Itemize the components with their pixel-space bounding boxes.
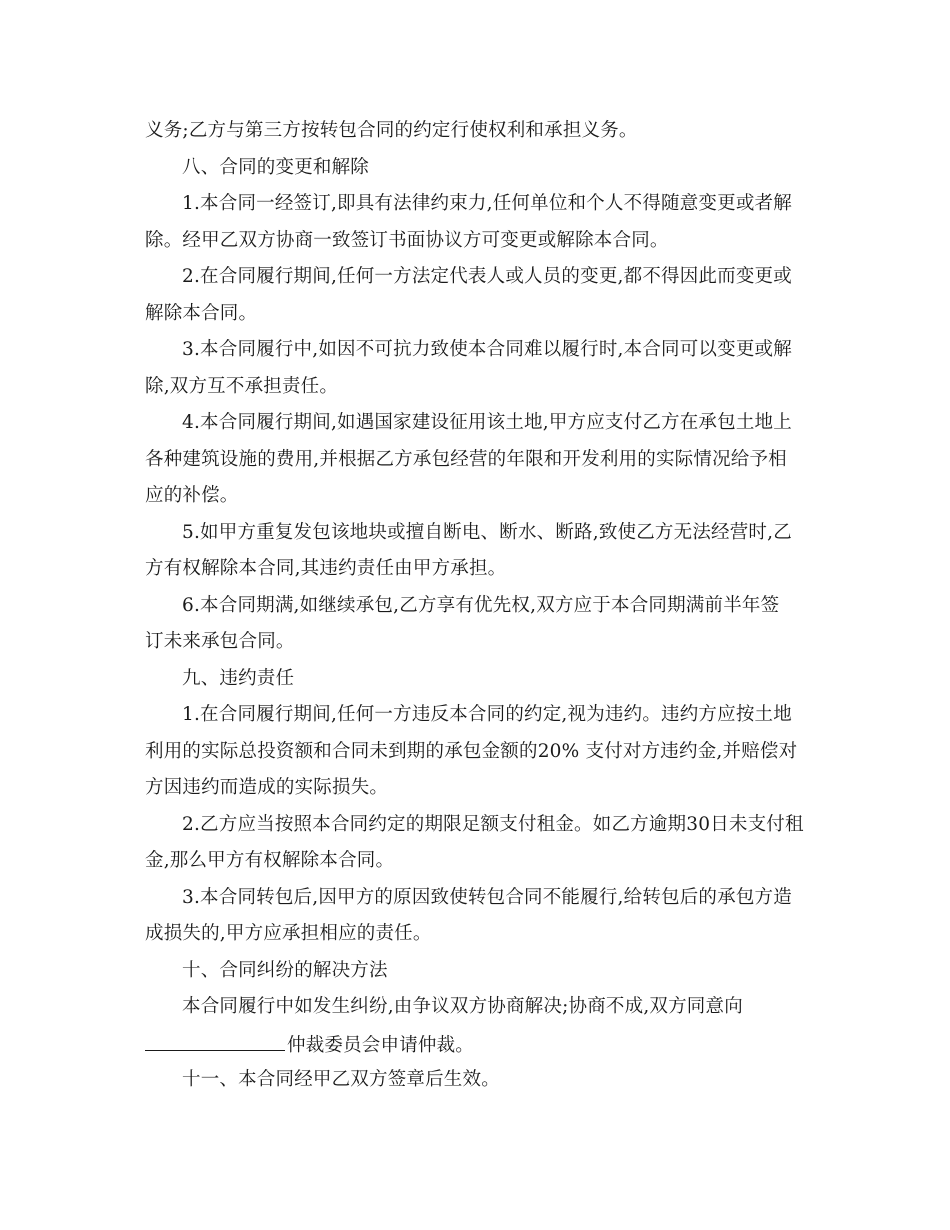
text-line: 1.本合同一经签订,即具有法律约束力,任何单位和个人不得随意变更或者解	[182, 193, 792, 214]
text-line: 3.本合同转包后,因甲方的原因致使转包合同不能履行,给转包后的承包方造	[182, 886, 792, 908]
text-line: 各种建筑设施的费用,并根据乙方承包经营的年限和开发利用的实际情况给予相	[145, 448, 787, 470]
section-heading: 十一、本合同经甲乙双方签章后生效。	[182, 1069, 500, 1090]
text-line: 5.如甲方重复发包该地块或擅自断电、断水、断路,致使乙方无法经营时,乙	[182, 521, 792, 543]
text-line: 解除本合同。	[145, 302, 258, 324]
text-line: 方有权解除本合同,其违约责任由甲方承担。	[145, 558, 507, 579]
fill-in-blank	[145, 1026, 285, 1051]
text-line: 4.本合同履行期间,如遇国家建设征用该土地,甲方应支付乙方在承包土地上	[182, 412, 792, 433]
text-line: 1.在合同履行期间,任何一方违反本合同的约定,视为违约。违约方应按土地	[182, 704, 792, 725]
text-line: 订未来承包合同。	[145, 631, 295, 652]
section-heading: 十、合同纠纷的解决方法	[182, 959, 388, 981]
text-line: 3.本合同履行中,如因不可抗力致使本合同难以履行时,本合同可以变更或解	[182, 339, 792, 360]
text-line: 方因违约而造成的实际损失。	[145, 777, 389, 798]
section-heading: 九、违约责任	[182, 667, 295, 689]
arbitration-line	[145, 1026, 805, 1063]
text-line: 除。经甲乙双方协商一致签订书面协议方可变更或解除本合同。	[145, 229, 669, 251]
text-line: 2.乙方应当按照本合同约定的期限足额支付租金。如乙方逾期30日未支付租	[182, 813, 804, 835]
text-line: 应的补偿。	[145, 485, 239, 506]
document-body	[145, 113, 805, 1099]
text-line: 除,双方互不承担责任。	[145, 375, 339, 397]
text-line: 6.本合同期满,如继续承包,乙方享有优先权,双方应于本合同期满前半年签	[182, 594, 780, 616]
section-heading: 八、合同的变更和解除	[182, 156, 370, 178]
text-line: 本合同履行中如发生纠纷,由争议双方协商解决;协商不成,双方同意向	[182, 996, 743, 1017]
text-line: 义务;乙方与第三方按转包合同的约定行使权利和承担义务。	[145, 120, 638, 141]
text-line: 金,那么甲方有权解除本合同。	[145, 850, 395, 871]
text-line: 成损失的,甲方应承担相应的责任。	[145, 923, 432, 944]
text-line: 利用的实际总投资额和合同未到期的承包金额的20% 支付对方违约金,并赔偿对	[145, 740, 798, 762]
text-line: 2.在合同履行期间,任何一方法定代表人或人员的变更,都不得因此而变更或	[182, 266, 792, 287]
text-fragment: 仲裁委员会申请仲裁。	[287, 1034, 475, 1056]
